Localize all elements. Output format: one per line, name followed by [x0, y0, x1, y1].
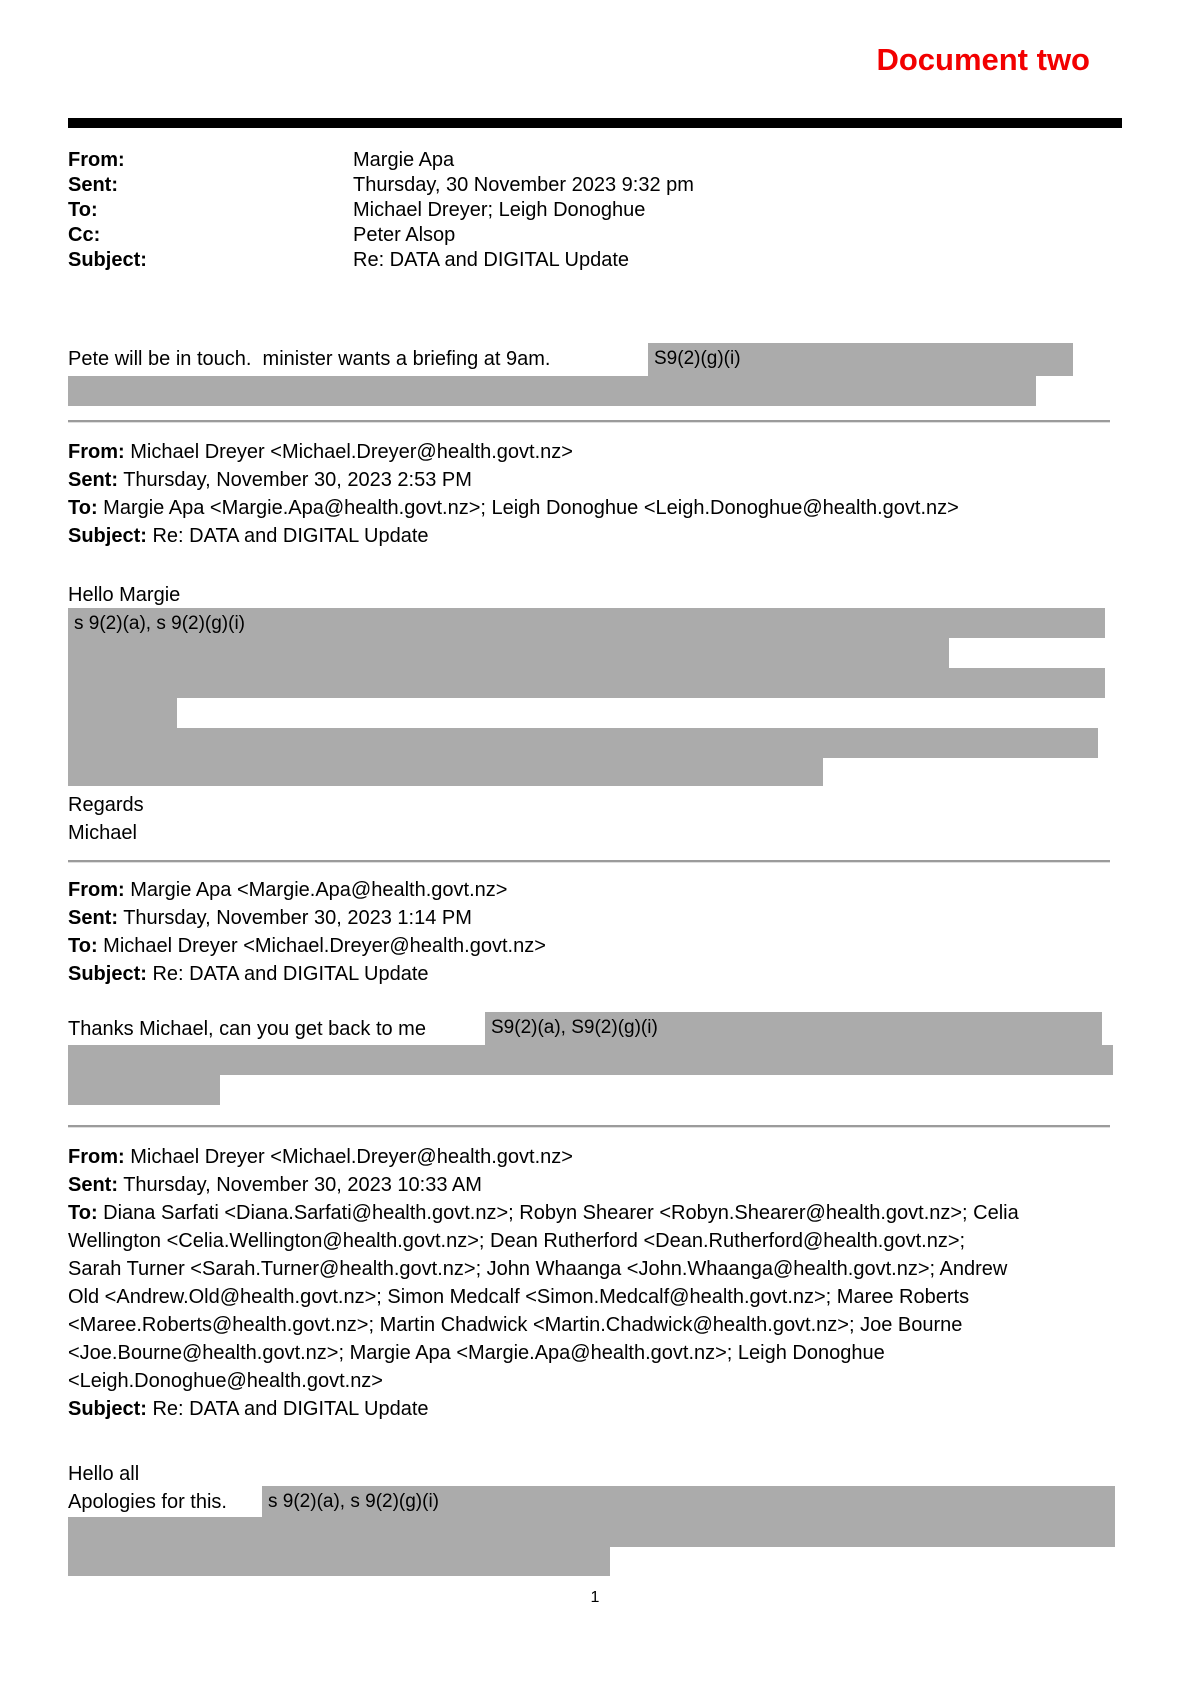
email1-subject-row	[68, 248, 1122, 273]
email-divider	[68, 420, 1110, 423]
to-value: Michael Dreyer; Leigh Donoghue	[353, 199, 646, 221]
to-label: To:	[68, 199, 98, 221]
redaction-label: s 9(2)(a), s 9(2)(g)(i)	[74, 613, 246, 634]
sent-value: Thursday, November 30, 2023 10:33 AM	[123, 1174, 482, 1196]
redaction-box	[68, 1045, 1113, 1075]
email2-header	[68, 438, 1122, 550]
email4-from-line	[68, 1143, 1122, 1171]
email4-header	[68, 1143, 1122, 1423]
from-value: Michael Dreyer <Michael.Dreyer@health.govt.nz>	[130, 441, 573, 463]
redaction-label: S9(2)(a), S9(2)(g)(i)	[491, 1017, 658, 1038]
email4-to-line-3: Sarah Turner <Sarah.Turner@health.govt.nz>; John Whaanga <John.Whaanga@health.govt.nz>; Andrew	[68, 1258, 1008, 1280]
page-number: 1	[590, 1589, 600, 1606]
redaction-label: s 9(2)(a), s 9(2)(g)(i)	[268, 1491, 440, 1512]
redaction-box	[68, 1075, 220, 1105]
redaction-box	[68, 376, 1036, 406]
to-label: To:	[68, 497, 98, 519]
email-divider	[68, 860, 1110, 863]
sent-label: Sent:	[68, 469, 118, 491]
subject-value: Re: DATA and DIGITAL Update	[152, 1398, 429, 1420]
email3-to-line	[68, 932, 1122, 960]
email2-sent-line	[68, 466, 1122, 494]
redaction-box	[68, 668, 1105, 698]
cc-value: Peter Alsop	[353, 224, 456, 246]
email2-from-line	[68, 438, 1122, 466]
email2-greeting: Hello Margie	[68, 584, 181, 606]
email4-to-line-5: <Maree.Roberts@health.govt.nz>; Martin Chadwick <Martin.Chadwick@health.govt.nz>; Joe Bourne	[68, 1314, 963, 1336]
redaction-box	[68, 1517, 1115, 1547]
from-label: From:	[68, 879, 125, 901]
email4-to-line-4: Old <Andrew.Old@health.govt.nz>; Simon Medcalf <Simon.Medcalf@health.govt.nz>; Maree Roberts	[68, 1286, 970, 1308]
email2-signoff: Regards	[68, 794, 144, 816]
redaction-box	[68, 608, 1105, 638]
from-label: From:	[68, 149, 125, 171]
email-divider	[68, 1125, 1110, 1128]
sent-label: Sent:	[68, 174, 118, 196]
email3-from-line	[68, 876, 1122, 904]
from-label: From:	[68, 1146, 125, 1168]
cc-label: Cc:	[68, 224, 101, 246]
email1-sent-row	[68, 173, 1122, 198]
email1-from-row	[68, 148, 1122, 173]
subject-label: Subject:	[68, 1398, 147, 1420]
to-value: Margie Apa <Margie.Apa@health.govt.nz>; Leigh Donoghue <Leigh.Donoghue@health.govt.nz>	[103, 497, 959, 519]
email3-body-text: Thanks Michael, can you get back to me	[68, 1018, 426, 1040]
email4-to-line-7: <Leigh.Donoghue@health.govt.nz>	[68, 1370, 383, 1392]
redaction-box	[68, 698, 177, 728]
redaction-box	[68, 758, 823, 786]
email4-subject-line	[68, 1395, 1122, 1423]
redaction-box	[262, 1486, 1115, 1517]
from-value: Michael Dreyer <Michael.Dreyer@health.govt.nz>	[130, 1146, 573, 1168]
email1-header	[68, 148, 1122, 273]
subject-value: Re: DATA and DIGITAL Update	[353, 249, 630, 271]
redaction-box	[68, 728, 1098, 758]
email4-greeting: Hello all	[68, 1463, 140, 1485]
email4-sent-line	[68, 1171, 1122, 1199]
to-value-line: Diana Sarfati <Diana.Sarfati@health.govt.nz>; Robyn Shearer <Robyn.Shearer@health.govt.nz>; Celia	[103, 1202, 1019, 1224]
header-separator-bar	[68, 118, 1122, 128]
to-value: Michael Dreyer <Michael.Dreyer@health.govt.nz>	[103, 935, 546, 957]
from-value: Margie Apa	[353, 149, 455, 171]
sent-value: Thursday, November 30, 2023 2:53 PM	[123, 469, 472, 491]
from-value: Margie Apa <Margie.Apa@health.govt.nz>	[130, 879, 508, 901]
sent-value: Thursday, November 30, 2023 1:14 PM	[123, 907, 472, 929]
sent-value: Thursday, 30 November 2023 9:32 pm	[353, 174, 694, 196]
sent-label: Sent:	[68, 907, 118, 929]
email2-to-line	[68, 494, 1122, 522]
email4-to-line-2: Wellington <Celia.Wellington@health.govt.nz>; Dean Rutherford <Dean.Rutherford@health.govt.nz>;	[68, 1230, 966, 1252]
email4-to-line-1	[68, 1199, 1122, 1227]
to-label: To:	[68, 1202, 98, 1224]
email2-signature: Michael	[68, 822, 137, 844]
email3-subject-line	[68, 960, 1122, 988]
email2-subject-line	[68, 522, 1122, 550]
redaction-label: S9(2)(g)(i)	[654, 348, 741, 369]
email1-cc-row	[68, 223, 1122, 248]
redaction-box	[648, 343, 1073, 376]
email1-body-text: Pete will be in touch. minister wants a briefing at 9am.	[68, 348, 551, 370]
redaction-box	[68, 1547, 610, 1576]
document-title: Document two	[876, 42, 1090, 77]
email4-body-text: Apologies for this.	[68, 1491, 227, 1513]
subject-label: Subject:	[68, 525, 147, 547]
subject-value: Re: DATA and DIGITAL Update	[152, 963, 429, 985]
redaction-box	[485, 1012, 1102, 1045]
email3-header	[68, 876, 1122, 988]
email4-to-line-6: <Joe.Bourne@health.govt.nz>; Margie Apa <Margie.Apa@health.govt.nz>; Leigh Donoghue	[68, 1342, 885, 1364]
subject-label: Subject:	[68, 249, 147, 271]
email1-to-row	[68, 198, 1122, 223]
redaction-box	[68, 638, 949, 668]
subject-value: Re: DATA and DIGITAL Update	[152, 525, 429, 547]
email3-sent-line	[68, 904, 1122, 932]
sent-label: Sent:	[68, 1174, 118, 1196]
from-label: From:	[68, 441, 125, 463]
to-label: To:	[68, 935, 98, 957]
subject-label: Subject:	[68, 963, 147, 985]
